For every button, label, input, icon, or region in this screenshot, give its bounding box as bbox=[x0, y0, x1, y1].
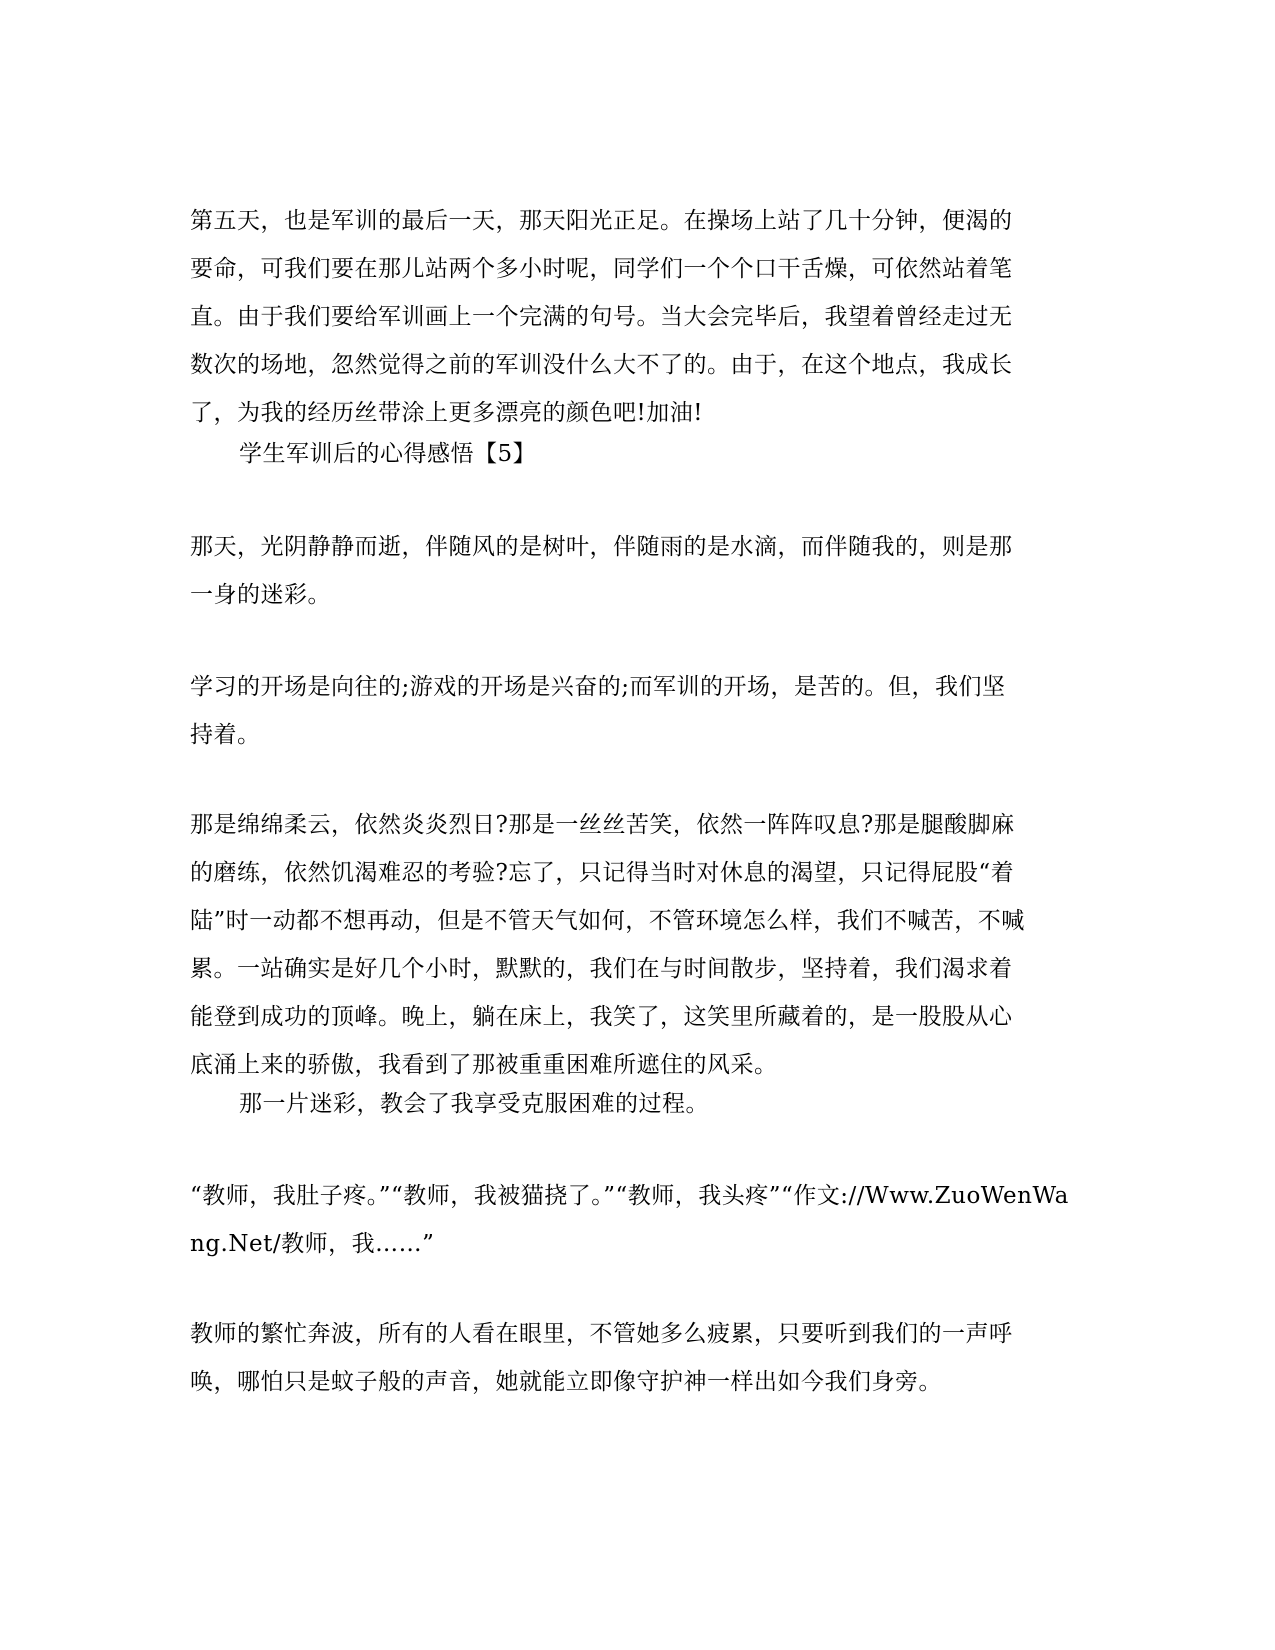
paragraph-lesson bbox=[239, 1080, 1139, 1128]
text-line: 第五天，也是军训的最后一天，那天阳光正足。在操场上站了几十分钟，便渴的 bbox=[190, 208, 1013, 234]
text-line: 陆”时一动都不想再动，但是不管天气如何，不管环境怎么样，我们不喊苦，不喊 bbox=[190, 908, 1025, 934]
paragraph-camouflage bbox=[190, 523, 1090, 619]
text-line: 数次的场地，忽然觉得之前的军训没什么大不了的。由于，在这个地点，我成长 bbox=[190, 352, 1013, 378]
text-line: 能登到成功的顶峰。晚上，躺在床上，我笑了，这笑里所藏着的，是一股股从心 bbox=[190, 1004, 1013, 1030]
heading-text: 学生军训后的心得感悟【5】 bbox=[239, 441, 537, 467]
text-line: 学习的开场是向往的;游戏的开场是兴奋的;而军训的开场，是苦的。但，我们坚 bbox=[190, 674, 1006, 700]
text-line: 唤，哪怕只是蚊子般的声音，她就能立即像守护神一样出如今我们身旁。 bbox=[190, 1369, 942, 1395]
text-line: 累。一站确实是好几个小时，默默的，我们在与时间散步，坚持着，我们渴求着 bbox=[190, 956, 1013, 982]
paragraph-perseverance bbox=[190, 801, 1090, 1089]
text-line: 了，为我的经历丝带涂上更多漂亮的颜色吧!加油! bbox=[190, 400, 703, 426]
text-line: 一身的迷彩。 bbox=[190, 582, 331, 608]
text-line: 教师的繁忙奔波，所有的人看在眼里，不管她多么疲累，只要听到我们的一声呼 bbox=[190, 1321, 1013, 1347]
text-line: 底涌上来的骄傲，我看到了那被重重困难所遮住的风采。 bbox=[190, 1052, 778, 1078]
text-line: 那一片迷彩，教会了我享受克服困难的过程。 bbox=[239, 1091, 709, 1117]
text-line: 持着。 bbox=[190, 722, 261, 748]
text-line: 直。由于我们要给军训画上一个完满的句号。当大会完毕后，我望着曾经走过无 bbox=[190, 304, 1013, 330]
text-line: ng.Net/教师，我……” bbox=[190, 1231, 435, 1257]
section-heading bbox=[239, 430, 1139, 478]
paragraph-teacher-calls bbox=[190, 1172, 1090, 1268]
text-line: 那天，光阴静静而逝，伴随风的是树叶，伴随雨的是水滴，而伴随我的，则是那 bbox=[190, 534, 1013, 560]
paragraph-beginning bbox=[190, 663, 1090, 759]
paragraph-military-training-last-day bbox=[190, 197, 1090, 437]
text-line: “教师，我肚子疼。”“教师，我被猫挠了。”“教师，我头疼”“作文://Www.ZuoWenWa bbox=[190, 1183, 1069, 1209]
paragraph-teacher-busy bbox=[190, 1310, 1090, 1406]
text-line: 的磨练，依然饥渴难忍的考验?忘了，只记得当时对休息的渴望，只记得屁股“着 bbox=[190, 860, 1015, 886]
text-line: 要命，可我们要在那儿站两个多小时呢，同学们一个个口干舌燥，可依然站着笔 bbox=[190, 256, 1013, 282]
text-line: 那是绵绵柔云，依然炎炎烈日?那是一丝丝苦笑，依然一阵阵叹息?那是腿酸脚麻 bbox=[190, 812, 1015, 838]
